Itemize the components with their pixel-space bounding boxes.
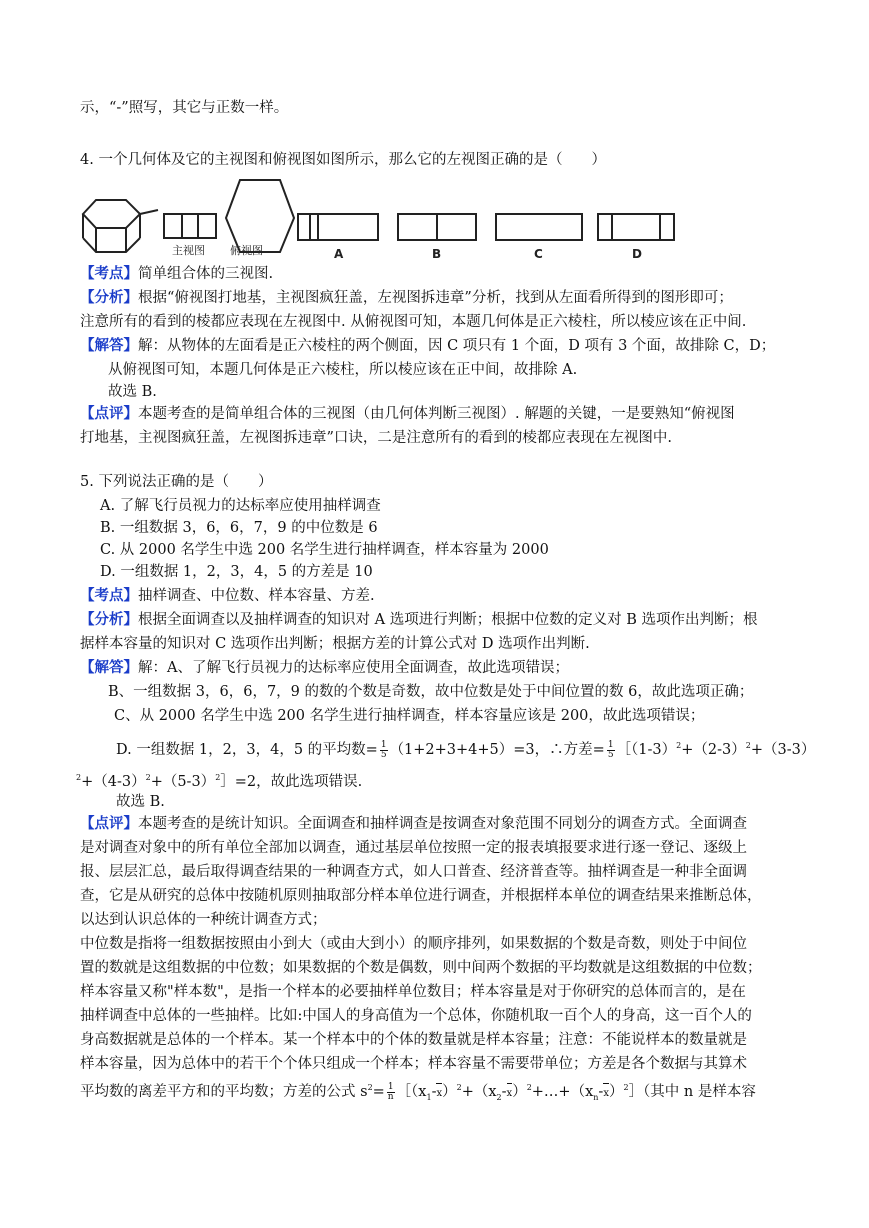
q5-dianping-line: 样本容量，因为总体中的若干个个体只组成一个样本；样本容量不需要带单位；方差是各个数据与其算术 <box>80 1056 747 1072</box>
q5-dianping-line: 以达到认识总体的一种统计调查方式； <box>80 912 327 928</box>
q5-dianping-line: 查，它是从研究的总体中按随机原则抽取部分样本单位进行调查，并根据样本单位的调查结果来推断总体， <box>80 888 762 904</box>
q4-answer: 故选 B. <box>108 384 157 400</box>
q5-kaodian: 【考点】抽样调查、中位数、样本容量、方差. <box>80 587 375 604</box>
option-a-label: A <box>334 247 344 261</box>
fraction-one-fifth: $\frac{1}{5}$ <box>607 739 614 760</box>
q5-dianping-line: 报、层层汇总，最后取得调查结果的一种调查方式，如人口普查、经济普查等。抽样调查是一种非全面调 <box>80 864 747 880</box>
q4-kaodian: 【考点】简单组合体的三视图. <box>80 265 274 282</box>
top-view-label: 俯视图 <box>230 244 263 257</box>
q4-jieda: 【解答】解：从物体的左面看是正六棱柱的两个侧面，因 C 项只有 1 个面，D 项有 3 个面，故排除 C，D； <box>80 337 776 354</box>
option-d-shape <box>598 214 674 240</box>
hexagonal-prism-icon <box>83 200 158 252</box>
top-view-hexagon-icon <box>226 180 294 252</box>
option-a-shape <box>298 214 378 240</box>
option-b-shape <box>398 214 476 240</box>
main-view-label: 主视图 <box>172 244 205 257</box>
q5-jieda-d: D. 一组数据 1，2，3，4，5 的平均数= $\frac{1}{5}$ （1+2+3+4+5）=3，∴方差= $\frac{1}{5}$ $[(1-3)^2+(2-3)^2+(3-3)$ <box>116 739 816 760</box>
q4-jieda-cont: 从俯视图可知，本题几何体是正六棱柱，所以棱应该在正中间，故排除 A. <box>108 362 578 378</box>
q5-option-d: D. 一组数据 1，2，3，4，5 的方差是 10 <box>100 564 373 580</box>
option-c-shape <box>496 214 582 240</box>
q5-fenxi: 【分析】根据全面调查以及抽样调查的知识对 A 选项进行判断；根据中位数的定义对 B 选项作出判断；根 <box>80 611 758 628</box>
fraction-one-fifth: $\frac{1}{5}$ <box>380 739 387 760</box>
q5-answer: 故选 B. <box>116 794 165 810</box>
x-bar-symbol: x <box>603 1084 609 1104</box>
variance-formula-line: 平均数的离差平方和的平均数；方差的公式 $s^2=$ $\frac{1}{n}$ $[(x_1-x)^2+(x_2-x)^2+\dots+(x_n-x)^2]$（其中 n 是样本容 <box>80 1078 800 1108</box>
q4-dianping: 【点评】本题考查的是简单组合体的三视图（由几何体判断三视图）. 解题的关键，一是要熟知“俯视图 <box>80 405 735 422</box>
q5-option-a: A. 了解飞行员视力的达标率应使用抽样调查 <box>100 498 381 514</box>
q5-fenxi-cont: 据样本容量的知识对 C 选项作出判断；根据方差的计算公式对 D 选项作出判断. <box>80 636 590 652</box>
option-d-label: D <box>632 247 642 261</box>
q5-dianping-line: 样本容量又称"样本数"，是指一个样本的必要抽样单位数目；样本容量是对于你研究的总体而言的，是在 <box>80 984 746 1000</box>
q4-fenxi-cont: 注意所有的看到的棱都应表现在左视图中. 从俯视图可知，本题几何体是正六棱柱，所以棱应该在正中间. <box>80 314 747 330</box>
q5-dianping-line: 中位数是指将一组数据按照由小到大（或由大到小）的顺序排列，如果数据的个数是奇数，则处于中间位 <box>80 936 747 952</box>
q4-fenxi: 【分析】根据“俯视图打地基，主视图疯狂盖，左视图拆违章”分析，找到从左面看所得到的图形即可； <box>80 289 733 306</box>
main-view-icon <box>164 214 216 238</box>
q5-dianping-line: 置的数就是这组数据的中位数；如果数据的个数是偶数，则中间两个数据的平均数就是这组数据的中位数； <box>80 960 762 976</box>
q5-jieda-a: 【解答】解：A、了解飞行员视力的达标率应使用全面调查，故此选项错误； <box>80 659 569 676</box>
q5-option-b: B. 一组数据 3，6，6，7，9 的中位数是 6 <box>100 520 378 536</box>
q5-dianping: 【点评】本题考查的是统计知识。全面调查和抽样调查是按调查对象范围不同划分的调查方式。全面调查 <box>80 815 747 832</box>
question-5: 5. 下列说法正确的是（ ） <box>80 474 273 490</box>
fraction-one-over-n: $\frac{1}{n}$ <box>387 1081 394 1102</box>
q5-jieda-b: B、一组数据 3，6，6，7，9 的数的个数是奇数，故中位数是处于中间位置的数 6，故此选项正确； <box>108 684 754 700</box>
q5-option-c: C. 从 2000 名学生中选 200 名学生进行抽样调查，样本容量为 2000 <box>100 542 549 558</box>
q5-dianping-line: 是对调查对象中的所有单位全部加以调查，通过基层单位按照一定的报表填报要求进行逐一登记、逐级上 <box>80 840 747 856</box>
q5-dianping-line: 抽样调查中总体的一些抽样。比如:中国人的身高值为一个总体，你随机取一百个人的身高，这一百个人的 <box>80 1008 752 1024</box>
q5-dianping-line: 身高数据就是总体的一个样本。某一个样本中的个体的数量就是样本容量；注意：不能说样本的数量就是 <box>80 1032 747 1048</box>
option-b-label: B <box>432 247 442 261</box>
q5-jieda-c: C、从 2000 名学生中选 200 名学生进行抽样调查，样本容量应该是 200，故此选项错误； <box>114 708 705 724</box>
x-bar-symbol: x <box>436 1084 442 1104</box>
q5-jieda-d-cont: $^2+(4-3)^2+(5-3)^2]=2$，故此选项错误. <box>76 773 363 790</box>
question-4: 4. 一个几何体及它的主视图和俯视图如图所示，那么它的左视图正确的是（ ） <box>80 152 606 168</box>
option-c-label: C <box>534 247 543 261</box>
text-line: 示，“-”照写，其它与正数一样。 <box>80 100 289 116</box>
q4-dianping-cont: 打地基，主视图疯狂盖，左视图拆违章”口诀，二是注意所有的看到的棱都应表现在左视图中. <box>80 430 673 446</box>
q4-figure <box>80 176 800 262</box>
x-bar-symbol: x <box>507 1084 513 1104</box>
